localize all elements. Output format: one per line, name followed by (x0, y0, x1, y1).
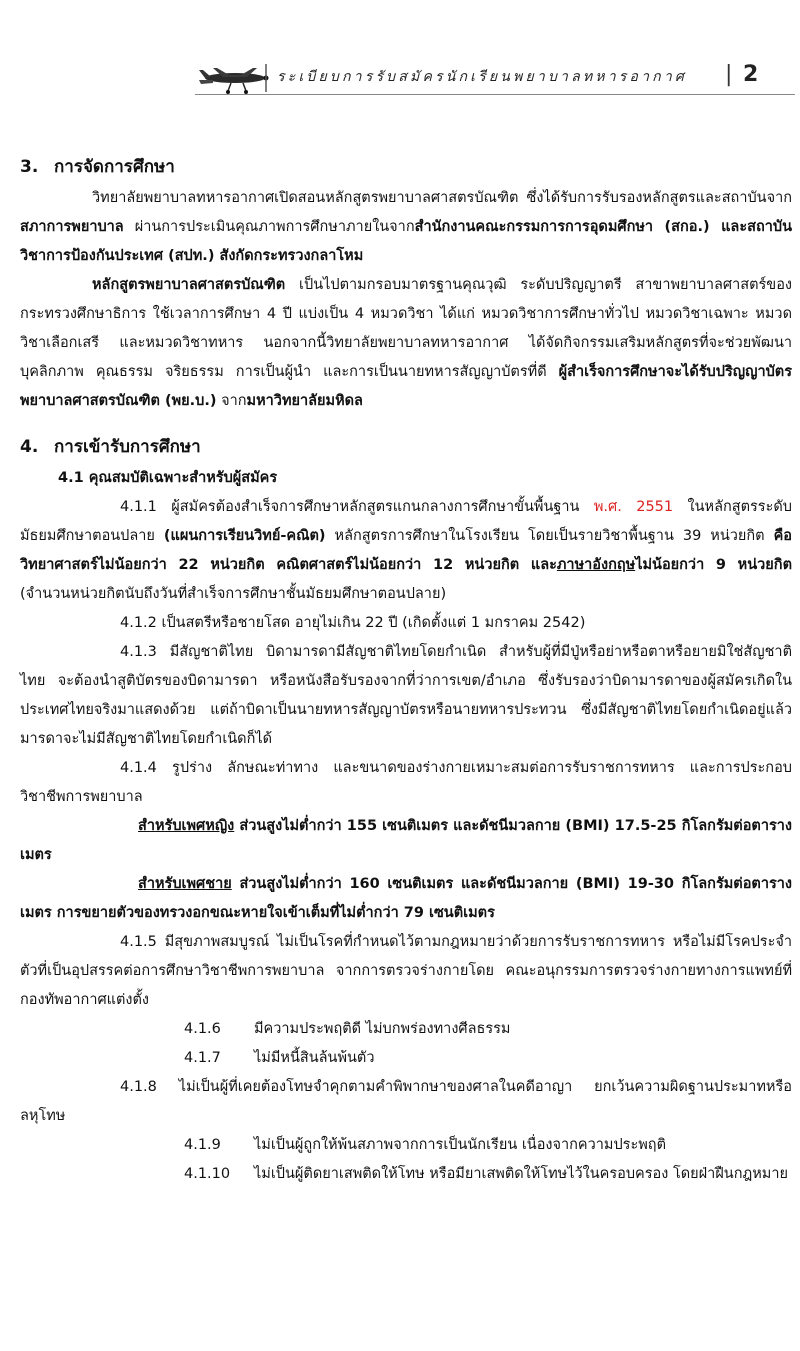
item-number: 4.1.7 (184, 1050, 221, 1066)
text-run: หลักสูตรการศึกษาในโรงเรียน โดยเป็นรายวิชาพื้นฐาน 39 หน่วยกิต (325, 528, 774, 544)
page-number: 2 (743, 62, 759, 87)
male-text: ส่วนสูงไม่ต่ำกว่า 160 เซนติเมตร และดัชนีมวลกาย (BMI) 19-30 กิโลกรัมต่อตารางเมตร การขยายตัวของทรวงอกขณะหายใจเข้าเต็มที่ไม่ต่ำกว่า 79 เซนติเมตร (20, 876, 792, 921)
document-body (20, 150, 792, 1189)
item-4-1-5: 4.1.5 มีสุขภาพสมบูรณ์ ไม่เป็นโรคที่กำหนดไว้ตามกฎหมายว่าด้วยการรับราชการทหาร หรือไม่มีโรคประจำตัวที่เป็นอุปสรรคต่อการศึกษาวิชาชีพการพยาบาล จากการตรวจร่างกายโดย คณะอนุกรรมการตรวจร่างกายทางการแพทย์ที่กองทัพอากาศแต่งตั้ง (20, 934, 792, 1008)
text-run-bold: สภาการพยาบาล (20, 219, 124, 235)
header-rule (195, 94, 795, 95)
item-text: ไม่เป็นผู้ถูกให้พ้นสภาพจากการเป็นนักเรียน เนื่องจากความประพฤติ (254, 1137, 666, 1153)
section-3-paragraph-2 (20, 271, 792, 416)
text-run-red: พ.ศ. 2551 (593, 499, 674, 515)
male-label: สำหรับเพศชาย (138, 876, 232, 892)
section-3-heading (20, 150, 792, 184)
section-4-heading (20, 430, 792, 464)
item-4-1-1 (20, 493, 792, 609)
female-text: ส่วนสูงไม่ต่ำกว่า 155 เซนติเมตร และดัชนีมวลกาย (BMI) 17.5-25 กิโลกรัมต่อตารางเมตร (20, 818, 792, 863)
section-3-paragraph-1 (20, 184, 792, 271)
header-title: ระเบียบการรับสมัครนักเรียนพยาบาลทหารอากาศ (277, 69, 687, 85)
text-run: จาก (216, 393, 247, 409)
subsection-4-1-title: 4.1 คุณสมบัติเฉพาะสำหรับผู้สมัคร (58, 470, 278, 486)
text-run-bold: ผู้สำเร็จการศึกษาจะได้รับปริญญาบัตรพยาบาลศาสตรบัณฑิต (พย.บ.) (20, 364, 792, 409)
text-run-bold: สำนักงานคณะกรรมการการอุดมศึกษา (สกอ.) และสถาบันวิชาการป้องกันประเทศ (สปท.) สังกัดกระทรวงกลาโหม (20, 219, 792, 264)
section-3-number: 3. (20, 157, 39, 177)
text-run-bold: (แผนการเรียนวิทย์-คณิต) (163, 528, 326, 544)
item-4-1-10 (20, 1160, 792, 1189)
item-4-1-6 (20, 1015, 792, 1044)
item-4-1-8: 4.1.8 ไม่เป็นผู้ที่เคยต้องโทษจำคุกตามคำพิพากษาของศาลในคดีอาญา ยกเว้นความผิดฐานประมาทหรือลหุโทษ (20, 1079, 792, 1124)
item-number: 4.1.10 (184, 1166, 231, 1182)
text-run-bold: คือ วิทยาศาสตร์ไม่น้อยกว่า 22 หน่วยกิต คณิตศาสตร์ไม่น้อยกว่า 12 หน่วยกิต และ (20, 528, 792, 573)
item-4-1-3: 4.1.3 มีสัญชาติไทย บิดามารดามีสัญชาติไทยโดยกำเนิด สำหรับผู้ที่มีปู่หรือย่าหรือตาหรือยายมิใช่สัญชาติไทย จะต้องนำสูติบัตรของบิดามารดา หรือหนังสือรับรองจากที่ว่าการเขต/อำเภอ ซึ่งรับรองว่าบิดามารดาของผู้สมัครเกิดในประเทศไทยจริงมาแสดงด้วย แต่ถ้าบิดาเป็นนายทหารสัญญาบัตรหรือนายทหารประทวน ซึ่งมีสัญชาติไทยโดยกำเนิดอยู่แล้ว มารดาจะไม่มีสัญชาติไทยโดยกำเนิดก็ได้ (20, 644, 792, 747)
item-number: 4.1.9 (184, 1137, 221, 1153)
text-run: ในหลักสูตรระดับมัธยมศึกษาตอนปลาย (20, 499, 793, 544)
text-run: วิทยาลัยพยาบาลทหารอากาศเปิดสอนหลักสูตรพยาบาลศาสตรบัณฑิต ซึ่งได้รับการรับรองหลักสูตรและสถาบันจาก (92, 190, 792, 206)
item-text: ไม่เป็นผู้ติดยาเสพติดให้โทษ หรือมียาเสพติดให้โทษไว้ในครอบครอง โดยฝ่าฝืนกฎหมาย (254, 1166, 788, 1182)
item-text: ไม่มีหนี้สินล้นพ้นตัว (254, 1050, 375, 1066)
text-run-bold: หลักสูตรพยาบาลศาสตรบัณฑิต (92, 277, 286, 293)
section-3-title: การจัดการศึกษา (54, 157, 175, 177)
item-4-1-9 (20, 1131, 792, 1160)
male-requirement (20, 870, 792, 928)
item-number: 4.1.6 (184, 1021, 221, 1037)
section-4-title: การเข้ารับการศึกษา (54, 437, 201, 457)
text-run-bold: มหาวิทยาลัยมหิดล (246, 393, 363, 409)
text-run-bold: ไม่น้อยกว่า 9 หน่วยกิต (635, 557, 792, 573)
female-requirement (20, 812, 792, 870)
item-4-1-4: 4.1.4 รูปร่าง ลักษณะท่าทาง และขนาดของร่างกายเหมาะสมต่อการรับราชการทหาร และการประกอบวิชาชีพการพยาบาล (20, 760, 792, 805)
section-4-number: 4. (20, 437, 39, 457)
header-separator: | (725, 62, 733, 87)
item-4-1-2: 4.1.2 เป็นสตรีหรือชายโสด อายุไม่เกิน 22 ปี (เกิดตั้งแต่ 1 มกราคม 2542) (120, 615, 586, 631)
text-run-underline: ภาษาอังกฤษ (556, 557, 636, 573)
text-run: ผ่านการประเมินคุณภาพการศึกษาภายในจาก (123, 219, 415, 235)
page-header (195, 52, 795, 100)
text-run: (จำนวนหน่วยกิตนับถึงวันที่สำเร็จการศึกษาชั้นมัธยมศึกษาตอนปลาย) (20, 586, 447, 602)
text-run: 4.1.1 ผู้สมัครต้องสำเร็จการศึกษาหลักสูตรแกนกลางการศึกษาขั้นพื้นฐาน (120, 499, 594, 515)
item-text: มีความประพฤติดี ไม่บกพร่องทางศีลธรรม (254, 1021, 511, 1037)
item-4-1-7 (20, 1044, 792, 1073)
airplane-icon (195, 56, 275, 96)
text-run: เป็นไปตามกรอบมาตรฐานคุณวุฒิ ระดับปริญญาตรี สาขาพยาบาลศาสตร์ของกระทรวงศึกษาธิการ ใช้เวลาการศึกษา 4 ปี แบ่งเป็น 4 หมวดวิชา ได้แก่ หมวดวิชาการศึกษาทั่วไป หมวดวิชาเฉพาะ หมวดวิชาเลือกเสรี และหมวดวิชาทหาร นอกจากนี้วิทยาลัยพยาบาลทหารอากาศ ได้จัดกิจกรรมเสริมหลักสูตรที่จะช่วยพัฒนาบุคลิกภาพ คุณธรรม จริยธรรม การเป็นผู้นำ และการเป็นนายทหารสัญญาบัตรที่ดี (20, 277, 792, 380)
female-label: สำหรับเพศหญิง (138, 818, 235, 834)
